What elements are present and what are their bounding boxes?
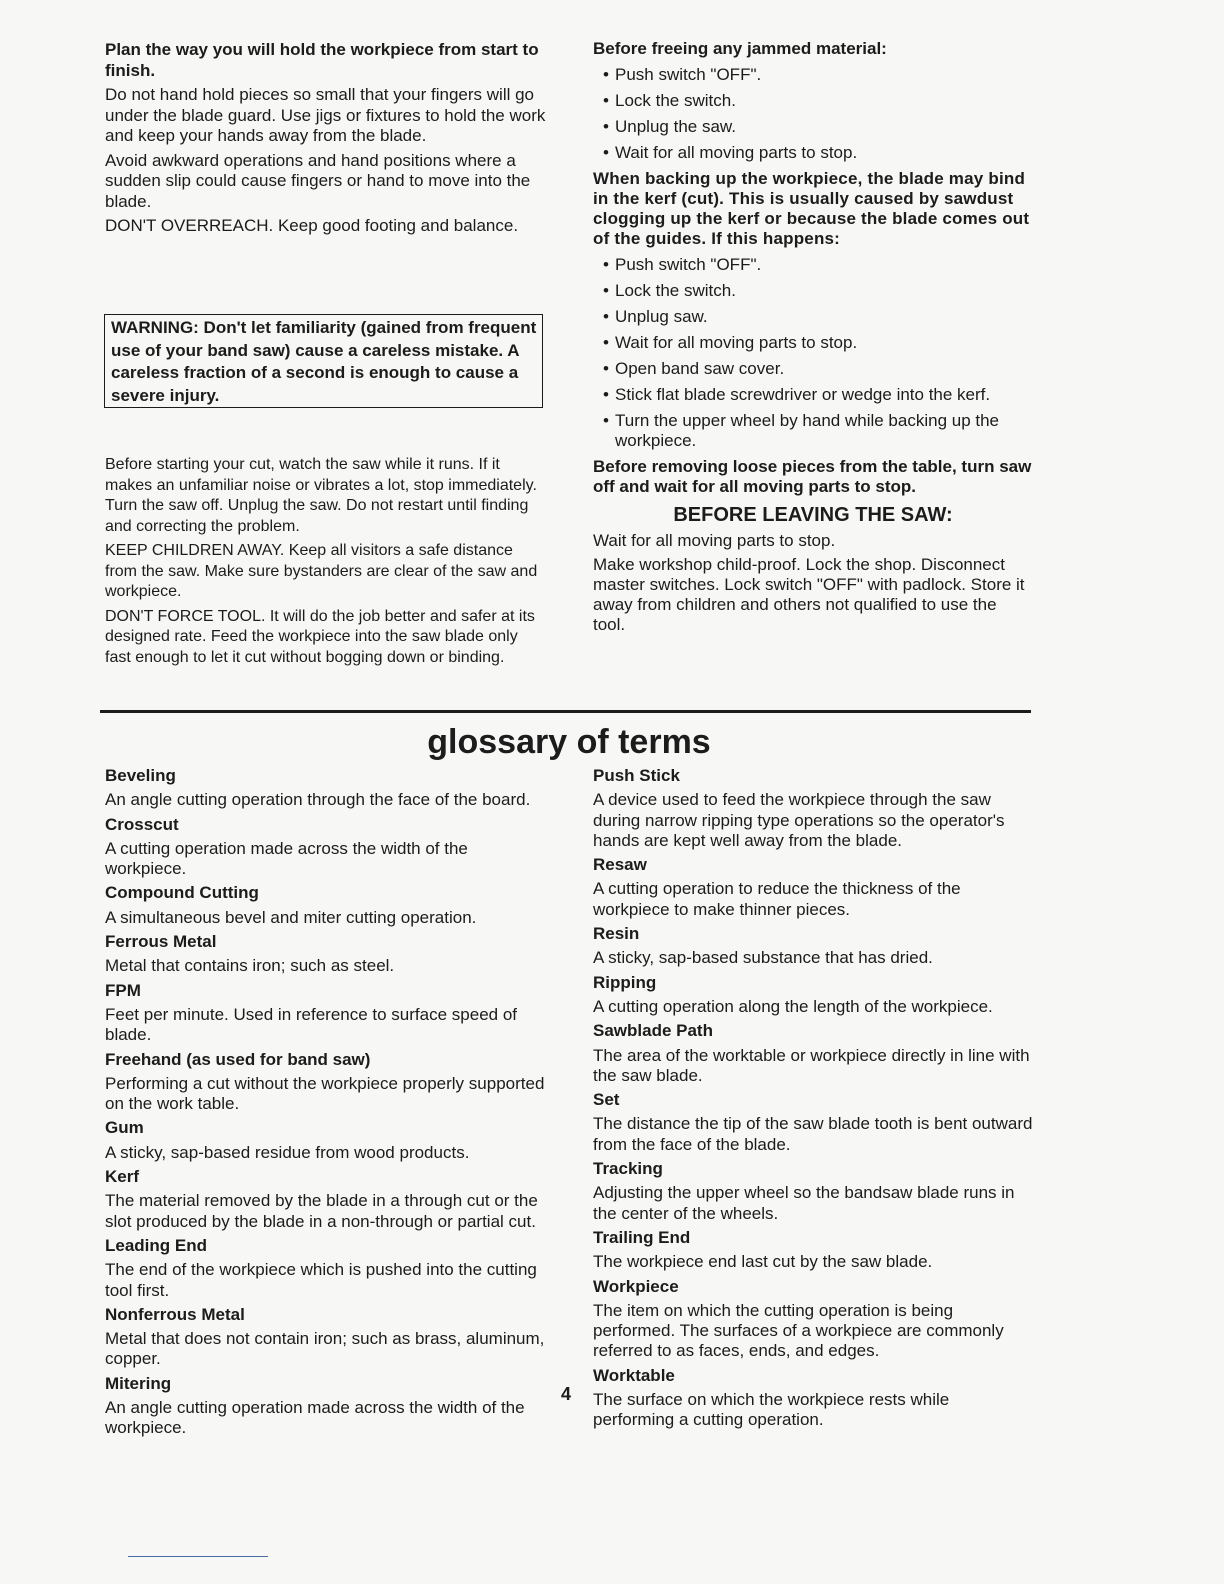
list-item: • Wait for all moving parts to stop. <box>593 333 1033 353</box>
paragraph-child-proof: Make workshop child-proof. Lock the shop. Disconnect master switches. Lock switch "OFF" with padlock. Store it away from children and others not qualified to use the tool. <box>593 555 1025 634</box>
glossary-entry <box>105 766 547 811</box>
glossary-title: glossary of terms <box>427 723 711 761</box>
before-leaving-title: BEFORE LEAVING THE SAW: <box>673 504 953 526</box>
scan-artifact-line <box>128 1556 268 1557</box>
glossary-entry <box>105 1305 547 1370</box>
list-item: • Push switch "OFF". <box>593 65 1033 85</box>
glossary-definition: The material removed by the blade in a through cut or the slot produced by the blade in a non-through or partial cut. <box>105 1191 538 1231</box>
glossary-entry <box>593 1228 1033 1273</box>
glossary-entry <box>105 1236 547 1301</box>
glossary-entry <box>105 1167 547 1232</box>
glossary-definition: A device used to feed the workpiece through the saw during narrow ripping type operations so the operator's hands are kept well away from the blade. <box>593 790 1005 850</box>
glossary-term: Tracking <box>593 1159 663 1179</box>
glossary-definition: A simultaneous bevel and miter cutting operation. <box>105 907 477 927</box>
glossary-entry <box>105 883 547 928</box>
left-mid-column <box>105 455 547 672</box>
list-item: • Unplug saw. <box>593 307 1033 327</box>
list-item: • Open band saw cover. <box>593 359 1033 379</box>
glossary-entry <box>593 1021 1033 1086</box>
list-item: • Unplug the saw. <box>593 117 1033 137</box>
glossary-term: Ferrous Metal <box>105 932 217 952</box>
glossary-right-column <box>593 766 1033 1435</box>
glossary-term: Kerf <box>105 1167 140 1187</box>
paragraph-children: KEEP CHILDREN AWAY. Keep all visitors a safe distance from the saw. Make sure bystanders are clear of the saw and workpiece. <box>105 542 538 600</box>
glossary-definition: A cutting operation along the length of the workpiece. <box>593 996 993 1016</box>
glossary-entry <box>105 1374 547 1439</box>
glossary-term: Trailing End <box>593 1227 691 1247</box>
jammed-list <box>593 65 1033 163</box>
glossary-term: Freehand (as used for band saw) <box>105 1049 371 1069</box>
glossary-definition: A cutting operation made across the width of the workpiece. <box>105 838 468 879</box>
list-item: • Turn the upper wheel by hand while backing up the workpiece. <box>593 411 1033 451</box>
glossary-term: Workpiece <box>593 1276 679 1296</box>
list-item: • Lock the switch. <box>593 91 1033 111</box>
right-top-column <box>593 39 1033 639</box>
glossary-definition: A sticky, sap-based substance that has dried. <box>593 948 933 968</box>
glossary-definition: Performing a cut without the workpiece properly supported on the work table. <box>105 1073 545 1114</box>
backing-up-heading: When backing up the workpiece, the blade may bind in the kerf (cut). This is usually caused by sawdust clogging up the kerf or because the blade comes out of the guides. If this happens: <box>593 169 1030 248</box>
list-item: • Lock the switch. <box>593 281 1033 301</box>
glossary-term: Push Stick <box>593 766 680 785</box>
glossary-entry <box>593 1277 1033 1362</box>
glossary-definition: The area of the worktable or workpiece directly in line with the saw blade. <box>593 1045 1030 1085</box>
glossary-definition: An angle cutting operation through the face of the board. <box>105 790 531 810</box>
paragraph-wait: Wait for all moving parts to stop. <box>593 531 836 550</box>
glossary-entry <box>105 981 547 1046</box>
glossary-definition: Adjusting the upper wheel so the bandsaw blade runs in the center of the wheels. <box>593 1183 1015 1223</box>
backing-up-list <box>593 255 1033 451</box>
paragraph-overreach: DON'T OVERREACH. Keep good footing and balance. <box>105 216 519 235</box>
list-item: • Push switch "OFF". <box>593 255 1033 275</box>
glossary-entry <box>105 1050 547 1115</box>
glossary-term: Compound Cutting <box>105 883 259 903</box>
glossary-definition: Metal that contains iron; such as steel. <box>105 956 395 976</box>
glossary-term: Worktable <box>593 1365 675 1385</box>
loose-pieces-heading: Before removing loose pieces from the table, turn saw off and wait for all moving parts to stop. <box>593 457 1032 496</box>
glossary-entry <box>593 766 1033 851</box>
glossary-definition: The end of the workpiece which is pushed into the cutting tool first. <box>105 1260 537 1300</box>
glossary-definition: Feet per minute. Used in reference to surface speed of blade. <box>105 1004 518 1045</box>
glossary-term: Resaw <box>593 855 647 875</box>
warning-box: WARNING: Don't let familiarity (gained from frequent use of your band saw) cause a careless mistake. A careless fraction of a second is enough to cause a severe injury. <box>104 314 543 408</box>
glossary-entry <box>593 1090 1033 1155</box>
glossary-entry <box>105 815 547 880</box>
glossary-term: Crosscut <box>105 814 179 834</box>
glossary-entry <box>593 855 1033 920</box>
jammed-heading: Before freeing any jammed material: <box>593 39 887 58</box>
glossary-entry <box>593 1366 1033 1431</box>
glossary-term: Gum <box>105 1118 144 1138</box>
paragraph-awkward: Avoid awkward operations and hand positions where a sudden slip could cause fingers or hand to move into the blade. <box>105 150 531 211</box>
glossary-entry <box>105 1118 547 1163</box>
glossary-definition: Metal that does not contain iron; such as brass, aluminum, copper. <box>105 1329 545 1369</box>
glossary-term: Resin <box>593 924 640 944</box>
page-number: 4 <box>561 1384 572 1404</box>
paragraph-hand-hold: Do not hand hold pieces so small that your fingers will go under the blade guard. Use jigs or fixtures to hold the work and keep your hands away from the blade. <box>105 85 546 145</box>
left-top-column <box>105 39 547 240</box>
glossary-entry <box>105 932 547 977</box>
glossary-term: Nonferrous Metal <box>105 1304 245 1324</box>
glossary-entry <box>593 1159 1033 1224</box>
glossary-term: Set <box>593 1090 620 1110</box>
glossary-definition: A cutting operation to reduce the thickness of the workpiece to make thinner pieces. <box>593 879 961 919</box>
glossary-term: FPM <box>105 980 141 1000</box>
glossary-term: Ripping <box>593 972 657 992</box>
glossary-definition: The item on which the cutting operation is being performed. The surfaces of a workpiece are commonly referred to as faces, ends, and edges. <box>593 1300 1004 1361</box>
paragraph-force-tool: DON'T FORCE TOOL. It will do the job better and safer at its designed rate. Feed the workpiece into the saw blade only fast enough to let it cut without bogging down or binding. <box>105 607 535 666</box>
glossary-definition: A sticky, sap-based residue from wood products. <box>105 1142 470 1162</box>
glossary-term: Beveling <box>105 766 176 785</box>
section-divider <box>100 710 1031 713</box>
glossary-definition: The distance the tip of the saw blade tooth is bent outward from the face of the blade. <box>593 1114 1033 1154</box>
list-item: • Wait for all moving parts to stop. <box>593 143 1033 163</box>
glossary-term: Leading End <box>105 1235 207 1255</box>
glossary-term: Sawblade Path <box>593 1021 713 1041</box>
glossary-definition: The workpiece end last cut by the saw blade. <box>593 1252 933 1272</box>
glossary-term: Mitering <box>105 1373 172 1393</box>
plan-heading: Plan the way you will hold the workpiece from start to finish. <box>105 40 539 80</box>
glossary-left-column <box>105 766 547 1443</box>
glossary-definition: The surface on which the workpiece rests while performing a cutting operation. <box>593 1390 950 1430</box>
list-item: • Stick flat blade screwdriver or wedge into the kerf. <box>593 385 1033 405</box>
glossary-definition: An angle cutting operation made across the width of the workpiece. <box>105 1398 525 1438</box>
glossary-entry <box>593 973 1033 1018</box>
paragraph-watch-saw: Before starting your cut, watch the saw while it runs. If it makes an unfamiliar noise or vibrates a lot, stop immediately. Turn the saw off. Unplug the saw. Do not restart until finding and correcting the problem. <box>105 456 537 535</box>
glossary-entry <box>593 924 1033 969</box>
